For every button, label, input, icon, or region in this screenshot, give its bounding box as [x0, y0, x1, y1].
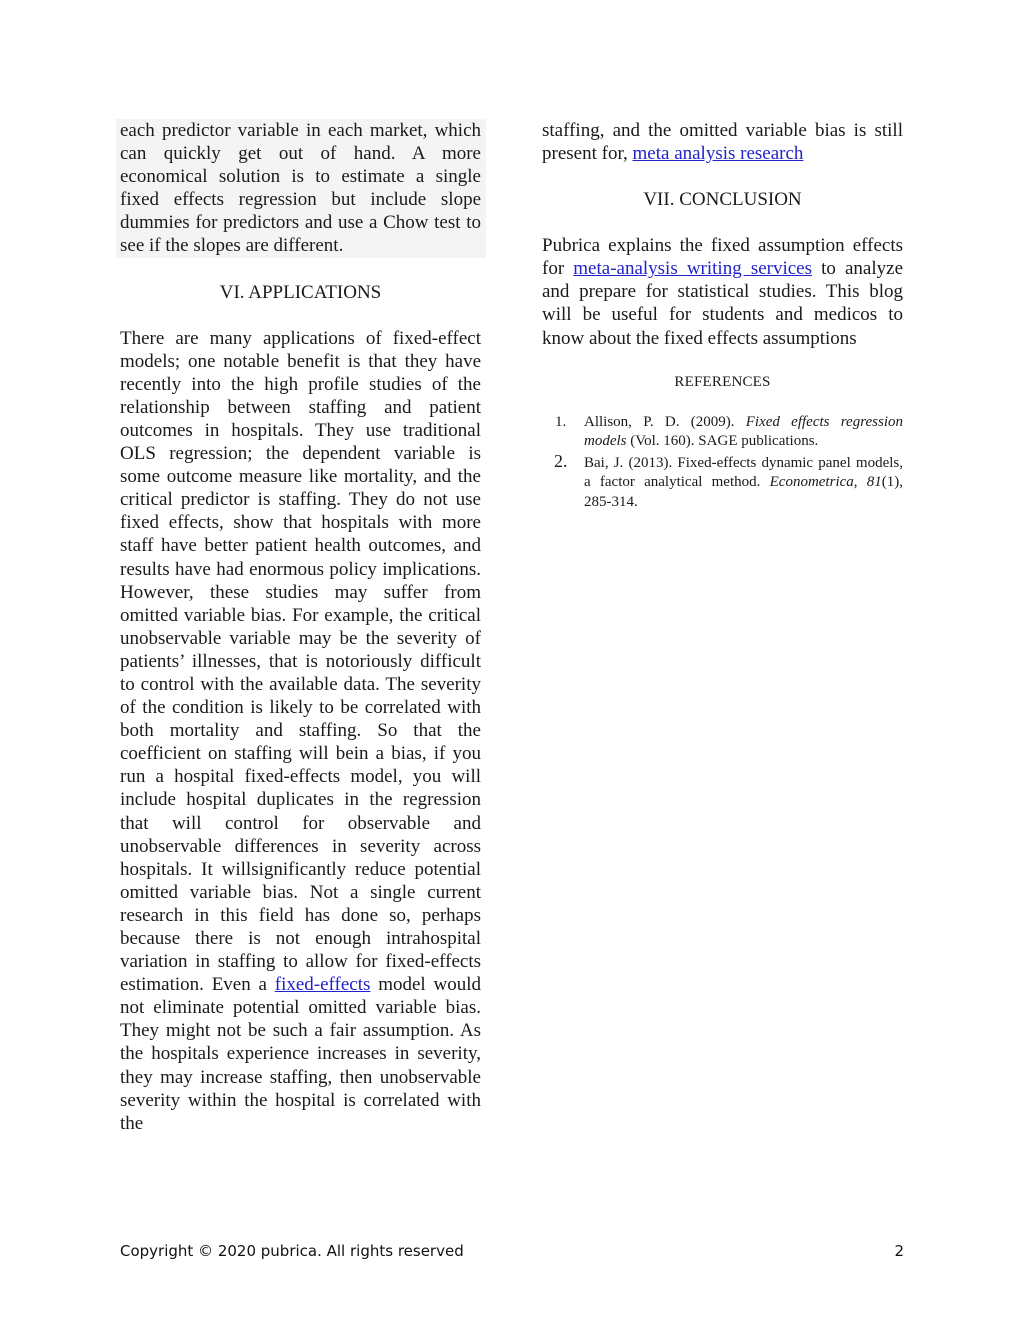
reference-item: [542, 413, 903, 452]
reference-number: 1.: [555, 413, 567, 430]
reference-volume: 81: [866, 474, 882, 491]
right-column: [542, 119, 903, 512]
reference-title: Fixed effects regression models: [584, 413, 903, 450]
page-number: 2: [894, 1242, 904, 1260]
reference-journal: Econometrica: [769, 474, 854, 491]
copyright-text: Copyright © 2020 pubrica. All rights reserved: [120, 1242, 464, 1260]
continuation-text: staffing, and the omitted variable bias is still present for,: [542, 120, 903, 165]
applications-paragraph: [120, 327, 481, 1135]
intro-paragraph: each predictor variable in each market, which can quickly get out of hand. A more economical solution is to estimate a single fixed effects regression but include slope dummies for predictors and use a Chow test to see if the slopes are different.: [116, 119, 486, 258]
references-list: [542, 413, 903, 513]
applications-text-2: model would not eliminate potential omitted variable bias. They might not be such a fair assumption. As the hospitals experience increases in severity, they may increase staffing, then unobservable severity within the hospital is correlated with the: [120, 974, 481, 1134]
reference-text: Bai, J. (2013). Fixed-effects dynamic panel models, a factor analytical method.: [584, 454, 903, 491]
conclusion-text-1: Pubrica explains the fixed assumption effects for: [542, 235, 903, 280]
conclusion-text-2: to analyze and prepare for statistical studies. This blog will be useful for students and medicos to know about the fixed effects assumptions: [542, 258, 904, 349]
left-column: [120, 119, 481, 1135]
meta-analysis-research-link[interactable]: meta analysis research: [632, 143, 804, 165]
reference-text: Allison, P. D. (2009).: [584, 413, 746, 430]
conclusion-heading: VII. CONCLUSION: [643, 189, 802, 211]
reference-text: (1), 285-314.: [584, 474, 903, 510]
meta-analysis-writing-services-link[interactable]: meta-analysis writing services: [573, 258, 813, 280]
references-heading: REFERENCES: [674, 373, 771, 390]
reference-number: 2.: [554, 450, 568, 471]
fixed-effects-link[interactable]: fixed-effects: [274, 974, 371, 996]
reference-item: [542, 450, 903, 513]
conclusion-paragraph: [542, 234, 903, 349]
reference-text: (Vol. 160). SAGE publications.: [626, 433, 819, 450]
applications-text-1: There are many applications of fixed-effect models; one notable benefit is that they have recently into the high profile studies of the relationship between staffing and patient outcomes in hospitals. They use traditional OLS regression; the dependent variable is some outcome measure like mortality, and the critical predictor is staffing. They do not use fixed effects, show that hospitals with more staff have better patient health outcomes, and results have had enormous policy implications. However, these studies may suffer from omitted variable bias. For example, the critical unobservable variable may be the severity of patients’ illnesses, that is notoriously difficult to control with the available data. The severity of the condition is likely to be correlated with both mortality and staffing. So that the coefficient on staffing will bein a bias, if you run a hospital fixed-effects model, you will include hospital duplicates in the regression that will control for observable and unobservable differences in severity across hospitals. It willsignificantly reduce potential omitted variable bias. Not a single current research in this field has done so, perhaps because there is not enough intrahospital variation in staffing to allow for fixed-effects estimation. Even a: [120, 327, 481, 996]
reference-text: ,: [853, 474, 867, 491]
applications-heading: VI. APPLICATIONS: [219, 281, 382, 303]
continuation-paragraph: [542, 119, 903, 165]
